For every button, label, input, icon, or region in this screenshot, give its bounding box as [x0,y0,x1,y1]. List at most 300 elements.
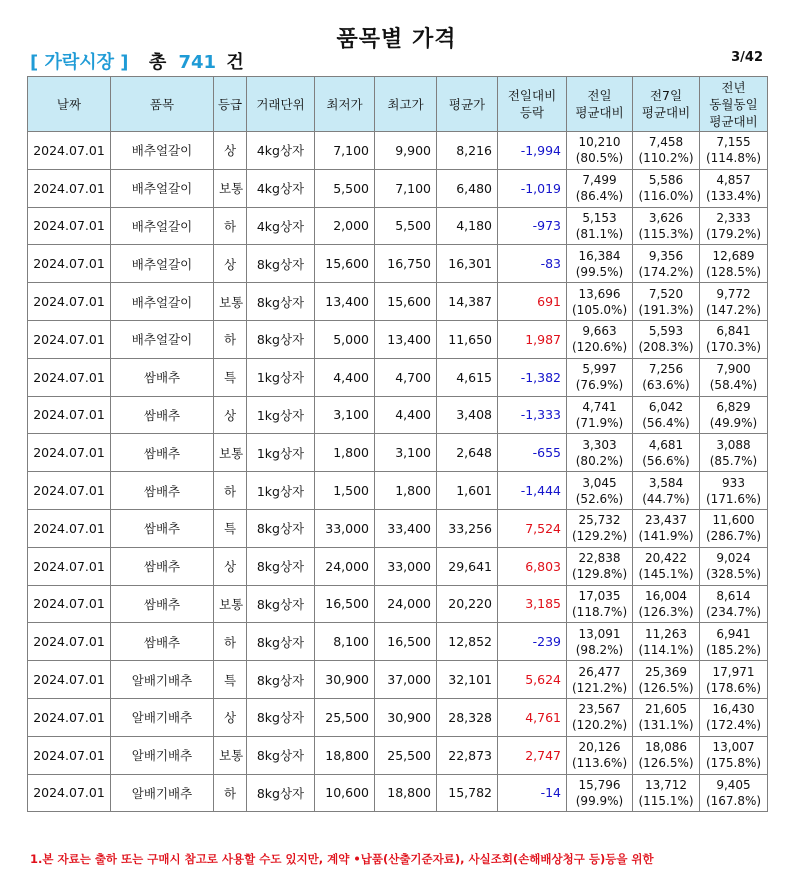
cell-prev-year-value: 6,841 [716,324,751,339]
cell-prev-day-percent: (99.9%) [575,793,624,808]
cell-change: 6,803 [498,547,567,585]
cell-max: 24,000 [375,585,437,623]
cell-prev7 [633,207,700,245]
cell-unit: 4kg상자 [247,169,315,207]
table-row [28,736,768,774]
cell-grade: 하 [214,472,247,510]
cell-prev7-value: 13,712 [645,777,687,792]
cell-max: 4,400 [375,396,437,434]
cell-avg: 15,782 [437,774,498,812]
col-header-min: 최저가 [315,77,375,132]
cell-grade: 보통 [214,434,247,472]
count-unit: 건 [226,52,244,73]
table-row [28,207,768,245]
cell-prev7-value: 6,042 [648,399,684,414]
cell-max: 7,100 [375,169,437,207]
cell-prev-year [700,585,768,623]
cell-prev-day [567,396,633,434]
table-row [28,698,768,736]
table-row [28,509,768,547]
cell-date: 2024.07.01 [28,283,111,321]
cell-prev-year-value: 6,941 [716,626,751,641]
cell-change: -14 [498,774,567,812]
cell-prev7-percent: (63.6%) [642,378,690,393]
cell-prev-year [700,774,768,812]
cell-item: 쌈배추 [111,509,214,547]
cell-change: -1,382 [498,358,567,396]
cell-prev-day [567,661,633,699]
cell-item: 알배기배추 [111,774,214,812]
cell-prev-day-value: 15,796 [578,777,621,792]
cell-prev7-percent: (145.1%) [638,567,694,582]
cell-grade: 하 [214,207,247,245]
cell-item: 쌈배추 [111,396,214,434]
cell-item: 알배기배추 [111,698,214,736]
cell-prev-day-value: 25,732 [578,513,621,528]
cell-max: 13,400 [375,320,437,358]
table-row [28,434,768,472]
cell-unit: 8kg상자 [247,245,315,283]
cell-prev7-value: 16,004 [645,588,687,603]
cell-prev-day [567,774,633,812]
cell-grade: 하 [214,623,247,661]
cell-prev-year-value: 8,614 [716,588,751,603]
cell-prev-year-percent: (185.2%) [705,642,762,657]
cell-grade: 특 [214,661,247,699]
cell-prev-day-percent: (129.2%) [572,529,628,544]
cell-avg: 22,873 [437,736,498,774]
cell-prev-day-value: 20,126 [578,740,621,755]
cell-prev-day-percent: (129.8%) [572,567,628,582]
cell-date: 2024.07.01 [28,245,111,283]
cell-min: 15,600 [315,245,375,283]
cell-avg: 11,650 [437,320,498,358]
cell-item: 배추얼갈이 [111,283,214,321]
cell-prev-day-percent: (81.1%) [575,226,624,241]
cell-prev7 [633,774,700,812]
col-header-max: 최고가 [375,77,437,132]
cell-max: 37,000 [375,661,437,699]
cell-avg: 16,301 [437,245,498,283]
cell-unit: 4kg상자 [247,132,315,170]
cell-prev-year-percent: (49.9%) [709,415,758,430]
cell-prev-day [567,623,633,661]
cell-prev-day-value: 13,696 [578,286,621,301]
cell-prev-year [700,509,768,547]
cell-prev-day-value: 26,477 [578,664,621,679]
cell-avg: 2,648 [437,434,498,472]
cell-prev-day-value: 16,384 [578,248,621,263]
cell-prev7-value: 7,256 [648,362,684,377]
cell-date: 2024.07.01 [28,698,111,736]
cell-prev-day-percent: (121.2%) [572,680,628,695]
cell-item: 배추얼갈이 [111,132,214,170]
cell-prev7-percent: (116.0%) [638,189,694,204]
cell-prev7-percent: (126.5%) [638,756,694,771]
cell-prev-day [567,169,633,207]
cell-prev-day-percent: (80.5%) [575,151,624,166]
cell-prev7 [633,245,700,283]
market-summary [30,48,244,74]
cell-prev-year [700,320,768,358]
cell-unit: 8kg상자 [247,283,315,321]
cell-date: 2024.07.01 [28,358,111,396]
cell-prev7 [633,132,700,170]
cell-avg: 28,328 [437,698,498,736]
cell-item: 알배기배추 [111,736,214,774]
cell-date: 2024.07.01 [28,623,111,661]
cell-item: 배추얼갈이 [111,207,214,245]
cell-prev7-percent: (141.9%) [638,529,694,544]
cell-item: 쌈배추 [111,472,214,510]
cell-prev-day-value: 9,663 [582,324,617,339]
cell-date: 2024.07.01 [28,547,111,585]
cell-prev-year [700,736,768,774]
cell-change: -239 [498,623,567,661]
cell-prev-day-percent: (76.9%) [575,378,624,393]
cell-prev7-value: 23,437 [645,513,687,528]
cell-min: 4,400 [315,358,375,396]
cell-grade: 보통 [214,169,247,207]
cell-change: 2,747 [498,736,567,774]
cell-min: 5,000 [315,320,375,358]
cell-max: 15,600 [375,283,437,321]
cell-prev7-percent: (191.3%) [638,302,694,317]
cell-prev7-value: 5,593 [648,324,684,339]
cell-change: -1,333 [498,396,567,434]
cell-prev7 [633,698,700,736]
cell-min: 8,100 [315,623,375,661]
table-header-row [28,77,768,132]
cell-prev-day-value: 13,091 [578,626,621,641]
cell-prev7-value: 3,584 [648,475,684,490]
cell-max: 5,500 [375,207,437,245]
cell-prev-year-percent: (128.5%) [705,264,762,279]
cell-grade: 하 [214,774,247,812]
cell-grade: 보통 [214,736,247,774]
cell-prev-year-value: 6,829 [716,399,751,414]
market-name: [ 가락시장 ] [30,52,129,73]
cell-prev-day [567,736,633,774]
cell-unit: 8kg상자 [247,509,315,547]
cell-prev7 [633,283,700,321]
table-row [28,132,768,170]
cell-prev7 [633,585,700,623]
cell-change: 1,987 [498,320,567,358]
cell-prev-day-value: 5,153 [582,210,617,225]
cell-prev-year-value: 16,430 [712,702,755,717]
cell-date: 2024.07.01 [28,320,111,358]
cell-change: -83 [498,245,567,283]
col-header-date: 날짜 [28,77,111,132]
cell-grade: 상 [214,547,247,585]
cell-prev-year-value: 9,024 [716,551,751,566]
cell-change: -655 [498,434,567,472]
cell-unit: 1kg상자 [247,472,315,510]
cell-avg: 32,101 [437,661,498,699]
cell-prev-year-value: 12,689 [712,248,755,263]
col-header-grade: 등급 [214,77,247,132]
cell-prev-year-value: 17,971 [712,664,755,679]
cell-prev7-percent: (208.3%) [638,340,694,355]
cell-prev7-value: 25,369 [645,664,687,679]
cell-prev-year-percent: (172.4%) [705,718,762,733]
cell-change: 691 [498,283,567,321]
cell-item: 배추얼갈이 [111,169,214,207]
cell-prev-year-percent: (85.7%) [709,453,758,468]
cell-prev-day [567,698,633,736]
cell-max: 33,000 [375,547,437,585]
cell-unit: 1kg상자 [247,396,315,434]
cell-unit: 8kg상자 [247,698,315,736]
cell-prev-year [700,358,768,396]
cell-prev7-value: 11,263 [645,626,687,641]
cell-grade: 특 [214,358,247,396]
cell-unit: 1kg상자 [247,434,315,472]
cell-prev7-value: 3,626 [648,210,684,225]
cell-prev7 [633,472,700,510]
cell-prev-year [700,547,768,585]
cell-prev-day [567,207,633,245]
cell-prev7-percent: (115.1%) [638,793,694,808]
cell-unit: 8kg상자 [247,623,315,661]
cell-max: 30,900 [375,698,437,736]
cell-prev7-percent: (131.1%) [638,718,694,733]
cell-prev-year-percent: (170.3%) [705,340,762,355]
cell-item: 쌈배추 [111,547,214,585]
cell-avg: 4,615 [437,358,498,396]
page-indicator: 3/42 [731,50,763,65]
cell-unit: 8kg상자 [247,736,315,774]
cell-prev-day-percent: (86.4%) [575,189,624,204]
cell-avg: 20,220 [437,585,498,623]
cell-prev-year-percent: (147.2%) [705,302,762,317]
cell-prev-year-percent: (58.4%) [709,378,758,393]
footnote: 1.본 자료는 출하 또는 구매시 참고로 사용할 수도 있지만, 계약 •납품(산출기준자료), 사실조회(손해배상청구 등)등을 위한 [30,852,654,866]
cell-min: 10,600 [315,774,375,812]
cell-prev-year-percent: (114.8%) [705,151,762,166]
cell-avg: 12,852 [437,623,498,661]
cell-prev-day-percent: (99.5%) [575,264,624,279]
cell-prev7-value: 7,520 [648,286,684,301]
cell-date: 2024.07.01 [28,207,111,245]
cell-prev-year-percent: (179.2%) [705,226,762,241]
cell-prev-day [567,509,633,547]
cell-prev-year-percent: (175.8%) [705,756,762,771]
cell-unit: 8kg상자 [247,585,315,623]
cell-item: 쌈배추 [111,623,214,661]
cell-prev7 [633,169,700,207]
cell-prev7 [633,320,700,358]
cell-min: 3,100 [315,396,375,434]
table-row [28,358,768,396]
cell-max: 16,750 [375,245,437,283]
total-label: 총 [148,52,167,73]
cell-prev7-percent: (115.3%) [638,226,694,241]
cell-avg: 4,180 [437,207,498,245]
cell-max: 3,100 [375,434,437,472]
cell-change: 5,624 [498,661,567,699]
cell-item: 알배기배추 [111,661,214,699]
cell-item: 배추얼갈이 [111,245,214,283]
cell-avg: 29,641 [437,547,498,585]
cell-prev7 [633,396,700,434]
cell-avg: 1,601 [437,472,498,510]
cell-prev7-percent: (44.7%) [642,491,690,506]
cell-prev-year-value: 7,155 [716,135,751,150]
cell-prev-year-value: 9,405 [716,777,751,792]
cell-prev-day-percent: (120.2%) [572,718,628,733]
cell-prev-year [700,169,768,207]
cell-prev-year-value: 2,333 [716,210,751,225]
cell-prev-day [567,585,633,623]
cell-date: 2024.07.01 [28,585,111,623]
cell-prev-day-value: 3,303 [582,437,617,452]
cell-prev-year [700,472,768,510]
cell-prev7-percent: (56.4%) [642,415,690,430]
cell-prev-year [700,207,768,245]
cell-date: 2024.07.01 [28,434,111,472]
cell-prev-day-percent: (118.7%) [572,604,628,619]
cell-avg: 33,256 [437,509,498,547]
cell-prev-year-percent: (171.6%) [705,491,762,506]
cell-change: -973 [498,207,567,245]
cell-grade: 상 [214,132,247,170]
cell-prev-year [700,396,768,434]
cell-prev7 [633,509,700,547]
cell-prev7-percent: (56.6%) [642,453,690,468]
cell-min: 24,000 [315,547,375,585]
cell-prev-day [567,547,633,585]
cell-avg: 3,408 [437,396,498,434]
cell-prev-day [567,472,633,510]
cell-max: 16,500 [375,623,437,661]
col-header-change: 전일대비 등락 [498,77,567,132]
cell-prev7-percent: (110.2%) [638,151,694,166]
cell-change: -1,444 [498,472,567,510]
cell-prev7-value: 9,356 [648,248,684,263]
cell-prev-year-percent: (133.4%) [705,189,762,204]
cell-item: 쌈배추 [111,434,214,472]
cell-min: 1,500 [315,472,375,510]
table-row [28,320,768,358]
cell-prev-day-percent: (98.2%) [575,642,624,657]
cell-min: 33,000 [315,509,375,547]
cell-prev-day [567,132,633,170]
cell-grade: 특 [214,509,247,547]
cell-date: 2024.07.01 [28,661,111,699]
cell-date: 2024.07.01 [28,169,111,207]
cell-prev-year [700,623,768,661]
cell-prev-year-value: 13,007 [712,740,755,755]
cell-date: 2024.07.01 [28,736,111,774]
cell-prev-year-value: 933 [722,475,745,490]
price-table [27,76,768,812]
cell-unit: 8kg상자 [247,547,315,585]
cell-min: 18,800 [315,736,375,774]
cell-prev7 [633,623,700,661]
cell-min: 1,800 [315,434,375,472]
cell-change: 4,761 [498,698,567,736]
cell-min: 2,000 [315,207,375,245]
table-row [28,245,768,283]
cell-min: 25,500 [315,698,375,736]
cell-prev-day-value: 5,997 [582,362,617,377]
cell-prev7-percent: (126.3%) [638,604,694,619]
cell-prev-year-value: 11,600 [712,513,755,528]
cell-date: 2024.07.01 [28,132,111,170]
table-row [28,169,768,207]
cell-grade: 상 [214,396,247,434]
cell-prev-day [567,283,633,321]
page-title: 품목별 가격 [336,27,457,52]
col-header-unit: 거래단위 [247,77,315,132]
cell-change: 7,524 [498,509,567,547]
col-header-prev-year: 전년 동월동일 평균대비 [700,77,768,132]
cell-prev-year [700,698,768,736]
cell-change: -1,994 [498,132,567,170]
cell-prev-day [567,245,633,283]
cell-prev7-value: 7,458 [648,135,684,150]
cell-prev-year-percent: (234.7%) [705,604,762,619]
cell-prev-day [567,358,633,396]
cell-prev-year-percent: (178.6%) [705,680,762,695]
cell-prev-day-value: 22,838 [578,551,621,566]
cell-grade: 하 [214,320,247,358]
cell-prev7-value: 20,422 [645,551,687,566]
cell-prev-day-percent: (52.6%) [575,491,624,506]
cell-prev-day-percent: (71.9%) [575,415,624,430]
cell-prev-year-value: 9,772 [716,286,751,301]
cell-prev7-percent: (126.5%) [638,680,694,695]
cell-prev-day-percent: (80.2%) [575,453,624,468]
cell-prev7-value: 4,681 [648,437,684,452]
cell-prev-year-percent: (167.8%) [705,793,762,808]
cell-prev-year-percent: (286.7%) [705,529,762,544]
cell-prev-day-value: 10,210 [578,135,621,150]
cell-grade: 보통 [214,585,247,623]
cell-unit: 1kg상자 [247,358,315,396]
cell-min: 30,900 [315,661,375,699]
cell-prev-day-percent: (105.0%) [572,302,628,317]
cell-prev7-percent: (174.2%) [638,264,694,279]
cell-prev7 [633,358,700,396]
cell-item: 쌈배추 [111,358,214,396]
cell-prev-day-percent: (113.6%) [572,756,628,771]
cell-prev-day [567,320,633,358]
cell-prev-year-value: 7,900 [716,362,751,377]
table-row [28,585,768,623]
cell-prev-day-value: 23,567 [578,702,621,717]
table-row [28,661,768,699]
cell-date: 2024.07.01 [28,509,111,547]
cell-change: 3,185 [498,585,567,623]
cell-prev7-value: 5,586 [648,173,684,188]
col-header-prev-day: 전일 평균대비 [567,77,633,132]
cell-prev-year [700,245,768,283]
table-row [28,472,768,510]
cell-unit: 8kg상자 [247,661,315,699]
cell-change: -1,019 [498,169,567,207]
table-row [28,623,768,661]
cell-prev7-value: 21,605 [645,702,687,717]
cell-date: 2024.07.01 [28,472,111,510]
cell-grade: 상 [214,245,247,283]
cell-prev-year [700,661,768,699]
cell-min: 7,100 [315,132,375,170]
cell-prev7 [633,736,700,774]
table-row [28,396,768,434]
